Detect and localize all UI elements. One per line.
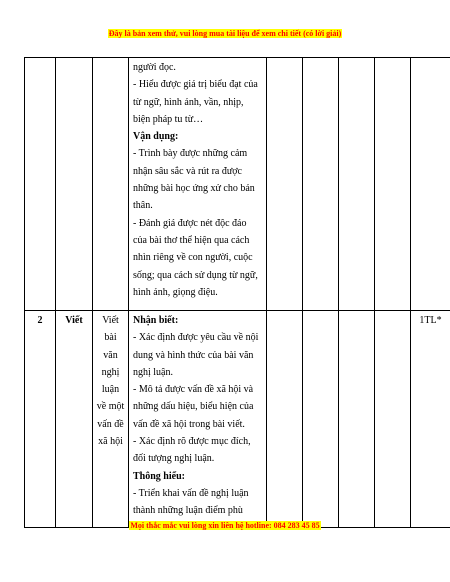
count-cell (303, 311, 339, 528)
total-cell (411, 58, 450, 311)
description-cell (129, 311, 267, 528)
unit-line: về một (96, 401, 125, 413)
unit-line: nghị (101, 366, 120, 378)
desc-line: biện pháp tu từ… (133, 113, 204, 125)
desc-line: vấn đề xã hội trong bài viết. (133, 418, 245, 430)
description-cell (129, 58, 267, 311)
table-row (25, 58, 450, 311)
unit-line: xã hội (98, 436, 123, 448)
footer-notice-text: Mọi thắc mắc vui lòng xin liên hệ hotline: 084 283 45 85 (130, 521, 320, 530)
desc-line: - Xác định rõ được mục đích, (133, 436, 251, 448)
desc-line: nhìn riêng về con người, cuộc (133, 252, 253, 264)
header-notice (0, 29, 450, 39)
count-cell (375, 311, 411, 528)
desc-line: thân. (133, 200, 153, 212)
total-cell: 1TL* (411, 311, 450, 528)
stt-cell: 2 (25, 311, 56, 528)
level-heading: Thông hiểu: (133, 470, 185, 482)
footer-notice (0, 521, 450, 531)
matrix-table (24, 57, 450, 528)
unit-line: bài (104, 332, 117, 344)
desc-line: - Xác định được yêu cầu về nội (133, 332, 259, 344)
desc-line: dung và hình thức của bài văn (133, 349, 254, 361)
desc-line: nghị luận. (133, 366, 173, 378)
desc-line: thành những luận điểm phù (133, 505, 243, 517)
stt-cell (25, 58, 56, 311)
header-notice-text: Đây là bản xem thử, vui lòng mua tài liệu để xem chi tiết (có lời giải) (108, 29, 342, 38)
skill-cell (56, 58, 93, 311)
desc-line: - Triển khai vấn đề nghị luận (133, 487, 249, 499)
desc-line: - Trình bày được những cảm (133, 148, 248, 160)
desc-line: - Hiểu được giá trị biểu đạt của (133, 79, 258, 91)
unit-line: vấn đề (97, 418, 124, 430)
desc-line: của bài thơ thể hiện qua cách (133, 234, 250, 246)
unit-cell (93, 58, 129, 311)
unit-line: Viết (102, 315, 119, 326)
table-row (25, 311, 450, 528)
desc-line: những dấu hiệu, biểu hiện của (133, 401, 254, 413)
desc-line: hình ảnh, giọng điệu. (133, 286, 218, 298)
desc-line: từ ngữ, hình ảnh, vần, nhịp, (133, 96, 244, 108)
skill-cell: Viết (56, 311, 93, 528)
count-cell (267, 311, 303, 528)
count-cell (339, 311, 375, 528)
level-heading: Nhận biết: (133, 315, 179, 326)
unit-line: văn (103, 349, 118, 361)
count-cell (303, 58, 339, 311)
count-cell (339, 58, 375, 311)
count-cell (267, 58, 303, 311)
unit-cell (93, 311, 129, 528)
desc-line: những bài học ứng xử cho bản (133, 183, 255, 195)
desc-line: đối tượng nghị luận. (133, 453, 215, 465)
desc-line: sống; qua cách sử dụng từ ngữ, (133, 269, 258, 281)
level-heading: Vận dụng: (133, 131, 179, 143)
desc-line: - Mô tả được vấn đề xã hội và (133, 384, 254, 396)
desc-line: nhận sâu sắc và rút ra được (133, 165, 242, 177)
desc-line: - Đánh giá được nét độc đáo (133, 217, 247, 229)
count-cell (375, 58, 411, 311)
unit-line: luận (101, 384, 120, 396)
desc-line: người đọc. (133, 62, 176, 73)
